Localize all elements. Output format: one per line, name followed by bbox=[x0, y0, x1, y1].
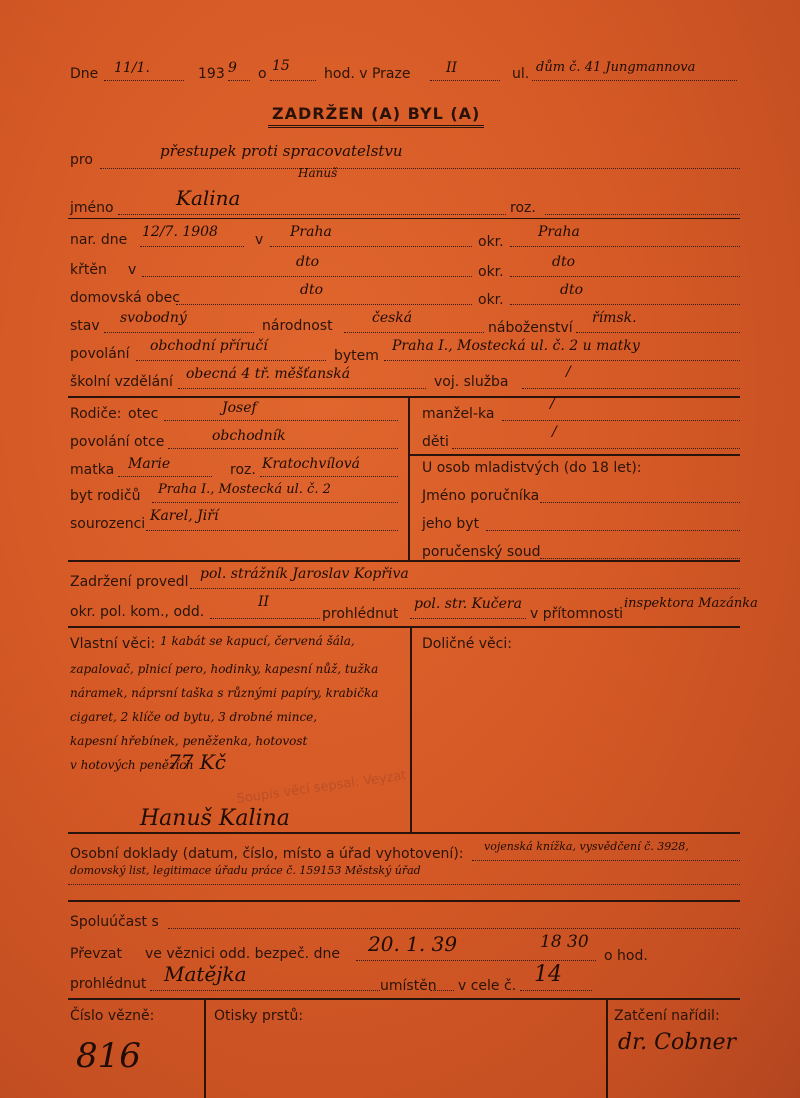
zatceni-label: Zatčení nařídil: bbox=[614, 1008, 720, 1024]
custody-prohlednut-value: Matějka bbox=[164, 962, 247, 986]
vlastni-label: Vlastní věci: bbox=[70, 636, 156, 652]
pritomnost-value: inspektora Mazánka bbox=[624, 596, 758, 611]
belongings-line-1: 1 kabát se kapucí, červená šála, bbox=[160, 634, 355, 648]
umisten-label: umístěn bbox=[380, 978, 437, 994]
manzel-value: / bbox=[550, 396, 555, 412]
belongings-line-4: cigaret, 2 klíče od bytu, 3 drobné mince, bbox=[70, 710, 318, 724]
cislo-label: Číslo vězně: bbox=[70, 1008, 155, 1024]
custody-hour: 18 30 bbox=[540, 932, 589, 952]
rodice-label: Rodiče: bbox=[70, 406, 122, 422]
form-title: ZADRŽEN (A) BYL (A) bbox=[268, 104, 484, 128]
belongings-line-6: v hotových penězích bbox=[70, 758, 194, 772]
minors-heading: U osob mladistvých (do 18 let): bbox=[422, 460, 642, 476]
bytem-label: bytem bbox=[334, 348, 379, 364]
povolani-label: povolání bbox=[70, 346, 130, 362]
deti-value: / bbox=[552, 424, 557, 440]
belongings-line-5: kapesní hřebínek, peněženka, hotovost bbox=[70, 734, 308, 748]
stav-label: stav bbox=[70, 318, 100, 334]
jmeno-label: jméno bbox=[70, 200, 114, 216]
matka-label: matka bbox=[70, 462, 115, 478]
sourozenci-label: sourozenci bbox=[70, 516, 146, 532]
krten-value: dto bbox=[296, 254, 320, 270]
provedl-label: Zadržení provedl bbox=[70, 574, 189, 590]
pro-label: pro bbox=[70, 152, 93, 168]
krten-okr-label: okr. bbox=[478, 264, 504, 280]
prisoner-signature: Hanuš Kalina bbox=[140, 806, 290, 831]
cela-label: v cele č. bbox=[458, 978, 517, 994]
zatceni-signature: dr. Cobner bbox=[618, 1030, 737, 1055]
prohlednut-value: pol. str. Kučera bbox=[414, 596, 522, 612]
spoluucast-label: Spoluúčast s bbox=[70, 914, 159, 930]
belongings-line-2: zapalovač, plnicí pero, hodinky, kapesní nůž, tužka bbox=[70, 662, 379, 676]
narodnost-label: národnost bbox=[262, 318, 333, 334]
sourozenci-value: Karel, Jiří bbox=[150, 508, 219, 524]
krten-v-label: v bbox=[128, 262, 137, 278]
nabozenstvi-value: římsk. bbox=[592, 310, 637, 326]
documents-line-2: domovský list, legitimace úřadu práce č. 159153 Městský úřad bbox=[70, 864, 421, 877]
krten-okr-value: dto bbox=[552, 254, 576, 270]
veznici-label: ve věznici odd. bezpeč. dne bbox=[145, 946, 340, 962]
manzel-label: manžel-ka bbox=[422, 406, 495, 422]
bytem-value: Praha I., Mostecká ul. č. 2 u matky bbox=[392, 338, 640, 354]
custody-prohlednut-label: prohlédnut bbox=[70, 976, 147, 992]
byt-rodicu-label: byt rodičů bbox=[70, 488, 141, 504]
povolani-value: obchodní příručí bbox=[150, 338, 268, 354]
voj-label: voj. služba bbox=[434, 374, 509, 390]
domovska-value: dto bbox=[300, 282, 324, 298]
matka-roz-label: roz. bbox=[230, 462, 256, 478]
o-label: o bbox=[258, 66, 267, 82]
custody-date: 20. 1. 39 bbox=[368, 932, 458, 956]
roz-label: roz. bbox=[510, 200, 536, 216]
street-value: dům č. 41 Jungmannova bbox=[536, 60, 696, 75]
povolani-otce-value: obchodník bbox=[212, 428, 286, 444]
custody-hod-label: o hod. bbox=[604, 948, 648, 964]
otisky-label: Otisky prstů: bbox=[214, 1008, 304, 1024]
domovska-okr-value: dto bbox=[560, 282, 584, 298]
skolni-label: školní vzdělání bbox=[70, 374, 173, 390]
narodnost-value: česká bbox=[372, 310, 413, 326]
okr-pol-label: okr. pol. kom., odd. bbox=[70, 604, 205, 620]
ul-label: ul. bbox=[512, 66, 530, 82]
belongings-amount: 77 Kč bbox=[168, 750, 226, 774]
otec-label: otec bbox=[128, 406, 159, 422]
otec-value: Josef bbox=[222, 400, 257, 416]
nar-label: nar. dne bbox=[70, 232, 128, 248]
krten-label: křtěn bbox=[70, 262, 107, 278]
documents-label: Osobní doklady (datum, číslo, místo a úřad vyhotovení): bbox=[70, 846, 464, 862]
praze-value: II bbox=[446, 60, 458, 76]
povolani-otce-label: povolání otce bbox=[70, 434, 165, 450]
voj-value: / bbox=[566, 364, 571, 380]
prohlednut-label: prohlédnut bbox=[322, 606, 399, 622]
nabozenstvi-label: náboženství bbox=[488, 320, 573, 336]
dne-label: Dne bbox=[70, 66, 99, 82]
prisoner-number: 816 bbox=[76, 1036, 141, 1076]
court-label: poručenský soud bbox=[422, 544, 541, 560]
surname-value: Kalina bbox=[176, 186, 241, 210]
nar-v-label: v bbox=[255, 232, 264, 248]
documents-line-1: vojenská knížka, vysvědčení č. 3928, bbox=[484, 840, 689, 853]
hod-praze-label: hod. v Praze bbox=[324, 66, 411, 82]
pritomnost-label: v přítomnosti bbox=[530, 606, 624, 622]
okr-pol-value: II bbox=[258, 594, 270, 610]
prevzat-label: Převzat bbox=[70, 946, 122, 962]
deti-label: děti bbox=[422, 434, 449, 450]
date-value: 11/1. bbox=[114, 60, 150, 76]
guardian-label: Jméno poručníka bbox=[422, 488, 540, 504]
hour-value: 15 bbox=[272, 58, 290, 74]
belongings-line-3: náramek, náprsní taška s různými papíry, krabička bbox=[70, 686, 379, 700]
year-value: 9 bbox=[228, 60, 237, 76]
stav-value: svobodný bbox=[120, 310, 187, 326]
nar-place-value: Praha bbox=[290, 224, 332, 240]
dolicne-label: Doličné věci: bbox=[422, 636, 512, 652]
matka-value: Marie bbox=[128, 456, 171, 472]
guardian-byt-label: jeho byt bbox=[422, 516, 480, 532]
provedl-value: pol. strážník Jaroslav Kopřiva bbox=[200, 566, 409, 582]
matka-roz-value: Kratochvílová bbox=[262, 456, 360, 472]
cela-value: 14 bbox=[534, 962, 562, 987]
skolni-value: obecná 4 tř. měšťanská bbox=[186, 366, 351, 382]
byt-rodicu-value: Praha I., Mostecká ul. č. 2 bbox=[158, 482, 331, 497]
inventory-stamp: Soupis věcí sepsal: Veyzat bbox=[235, 768, 408, 807]
nar-okr-value: Praha bbox=[538, 224, 580, 240]
first-name-value: Hanuš bbox=[298, 166, 338, 180]
nar-okr-label: okr. bbox=[478, 234, 504, 250]
domovska-label: domovská obec bbox=[70, 290, 180, 306]
domovska-okr-label: okr. bbox=[478, 292, 504, 308]
nar-value: 12/7. 1908 bbox=[142, 224, 218, 240]
year-prefix: 193 bbox=[198, 66, 225, 82]
pro-value: přestupek proti spracovatelstvu bbox=[160, 142, 403, 160]
